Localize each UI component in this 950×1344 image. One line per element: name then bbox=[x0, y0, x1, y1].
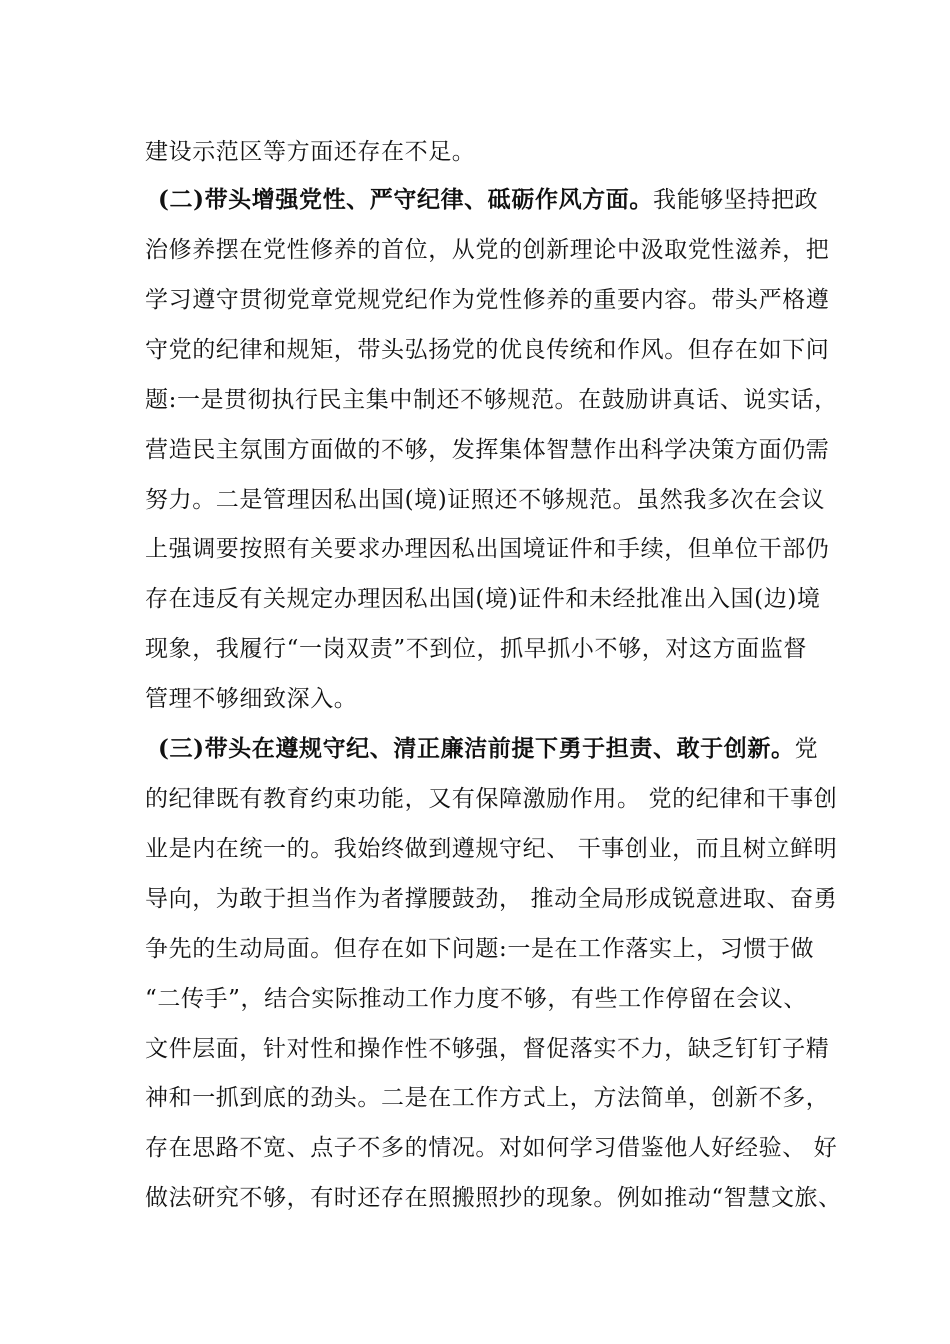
text-line-19: 文件层面，针对性和操作性不够强，督促落实不力，缺乏钉钉子精 bbox=[145, 1036, 830, 1062]
text-line-5: 守党的纪律和规矩，带头弘扬党的优良传统和作风。但存在如下问 bbox=[145, 337, 830, 363]
text-line-12: 管理不够细致深入。 bbox=[145, 686, 358, 712]
text-line-22: 做法研究不够，有时还存在照搬照抄的现象。例如推动“智慧文旅、 bbox=[145, 1185, 842, 1211]
section-2-first-line: (二)带头增强党性、严守纪律、砥砺作风方面。我能够坚持把政 bbox=[158, 186, 819, 213]
section-3-first-line: (三)带头在遵规守纪、清正廉洁前提下勇于担责、敢于创新。党 bbox=[158, 735, 819, 762]
text-line-7: 营造民主氛围方面做的不够，发挥集体智慧作出科学决策方面仍需 bbox=[145, 437, 830, 463]
section-3-heading: (三)带头在遵规守纪、清正廉洁前提下勇于担责、敢于创新。 bbox=[158, 735, 795, 762]
text-line-1: 建设示范区等方面还存在不足。 bbox=[145, 139, 476, 165]
text-line-14: 的纪律既有教育约束功能，又有保障激励作用。 党的纪律和干事创 bbox=[145, 786, 838, 812]
text-line-20: 神和一抓到底的劲头。二是在工作方式上，方法简单，创新不多， bbox=[145, 1085, 830, 1111]
text-line-15: 业是内在统一的。我始终做到遵规守纪、 干事创业，而且树立鲜明 bbox=[145, 836, 838, 862]
text-line-8: 努力。二是管理因私出国(境)证照还不够规范。虽然我多次在会议 bbox=[145, 487, 825, 513]
text-line-9: 上强调要按照有关要求办理因私出国境证件和手续，但单位干部仍 bbox=[145, 536, 830, 562]
text-line-3: 治修养摆在党性修养的首位，从党的创新理论中汲取党性滋养，把 bbox=[145, 237, 830, 263]
text-line-18: “二传手”，结合实际推动工作力度不够，有些工作停留在会议、 bbox=[145, 986, 807, 1012]
section-2-heading: (二)带头增强党性、严守纪律、砥砺作风方面。 bbox=[158, 186, 653, 213]
text-line-4: 学习遵守贯彻党章党规党纪作为党性修养的重要内容。带头严格遵 bbox=[145, 287, 830, 313]
text-line-17: 争先的生动局面。但存在如下问题:一是在工作落实上，习惯于做 bbox=[145, 936, 815, 962]
text-line-21: 存在思路不宽、点子不多的情况。对如何学习借鉴他人好经验、 好 bbox=[145, 1135, 838, 1161]
text-line-6: 题:一是贯彻执行民主集中制还不够规范。在鼓励讲真话、说实话， bbox=[145, 387, 838, 413]
text-line-11: 现象，我履行“一岗双责”不到位，抓早抓小不够，对这方面监督 bbox=[145, 636, 807, 662]
text-line-16: 导向，为敢于担当作为者撑腰鼓劲， 推动全局形成锐意进取、奋勇 bbox=[145, 886, 838, 912]
text-line-10: 存在违反有关规定办理因私出国(境)证件和未经批准出入国(边)境 bbox=[145, 586, 821, 612]
